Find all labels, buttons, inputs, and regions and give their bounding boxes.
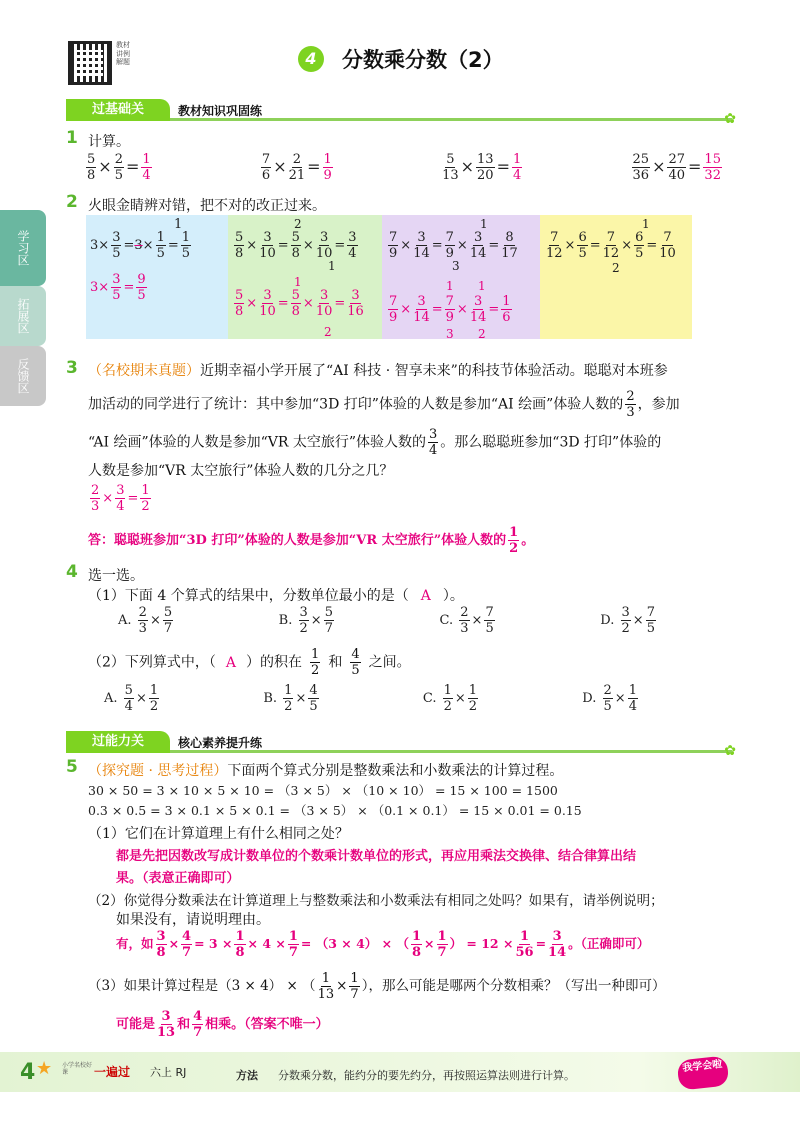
q5-a1b: 果。（表意正确即可） (116, 871, 240, 886)
brand-small: 小学名校好课 (62, 1062, 93, 1076)
q5-p2a: （2）你觉得分数乘法在计算道理上与整数乘法和小数乘法有相同之处吗？如果有，请举例说明； (88, 893, 664, 909)
grade: 六上 RJ (150, 1066, 187, 1079)
q4-sub2: （2）下列算式中，（ A ）的积在 $\frac{1}{2}$ 和 $\frac{4}{5}$ 之间。 (88, 647, 411, 678)
q5-line2: 0.3 × 0.5 = 3 × 0.1 × 5 × 0.1 = （3 × 5） × （0.1 × 0.1） = 15 × 0.01 = 0.15 (88, 803, 582, 818)
question-number: 5 (66, 757, 78, 777)
sidetab-study[interactable]: 学习区 (0, 210, 46, 286)
option[interactable]: D. $\frac{2}{5}$ × $\frac{1}{4}$ (582, 683, 637, 714)
q5-a2: 有，如 $\frac{3}{8}$ × $\frac{4}{7}$ = 3 × $\frac{1}{8}$ × 4 × $\frac{1}{7}$ = （3 × 4） × （ $\frac{1}{8}$ × $\frac{1}{7}$ ） = 12 × $\frac{1}{56}$ = $\frac{3}{14}$ 。（正确即可） (116, 929, 650, 960)
cancel-mark: 3 (452, 259, 460, 273)
q1-item: $\frac{5}{13}$ × $\frac{13}{20}$ = $\frac{1}{4}$ (442, 152, 522, 183)
option[interactable]: B. $\frac{3}{2}$ × $\frac{5}{7}$ (278, 605, 333, 636)
cancel-mark: 3 (446, 327, 454, 341)
q2-panel-3 (382, 215, 540, 339)
q2-expr: 3× $\frac{3}{5}$ =3× $\frac{1}{5}$ = $\frac{1}{5}$ (90, 230, 191, 261)
option[interactable]: A. $\frac{5}{4}$ × $\frac{1}{2}$ (104, 683, 159, 714)
method-label: 方法 (236, 1069, 258, 1082)
q1-items (84, 153, 724, 182)
q2-expr: $\frac{7}{9}$ × $\frac{3}{14}$ = $\frac{7}{9}$ × $\frac{3}{14}$ = $\frac{8}{17}$ (389, 230, 518, 261)
cancel-mark: 1 (294, 275, 302, 289)
q2-correction: $\frac{5}{8}$ × $\frac{3}{10}$ = $\frac{5}{8}$ × $\frac{3}{10}$ = $\frac{3}{16}$ (235, 288, 364, 319)
qr-label: 教材讲例解题 (116, 41, 130, 67)
q3-line4: 人数是参加“VR 太空旅行”体验人数的几分之几？ (88, 463, 394, 479)
cancel-mark: 1 (478, 279, 486, 293)
section-subtitle: 核心素养提升练 (178, 736, 263, 750)
q5-a3: 可能是 $\frac{3}{13}$ 和 $\frac{4}{7}$ 相乘。（答案不唯一） (116, 1009, 329, 1040)
q5-line1: 30 × 50 = 3 × 10 × 5 × 10 = （3 × 5） × （10 × 10） = 15 × 100 = 1500 (88, 783, 558, 798)
star-icon: ✿ (724, 743, 736, 759)
question-text: 火眼金睛辨对错，把不对的改正过来。 (88, 198, 326, 214)
q1-item: $\frac{25}{36}$ × $\frac{27}{40}$ = $\frac{15}{32}$ (632, 152, 721, 183)
q4-options-1 (118, 606, 658, 635)
page-title: 分数乘分数（2） (342, 48, 504, 72)
q2-correction: $\frac{7}{9}$ × $\frac{3}{14}$ = $\frac{7}{9}$ × $\frac{3}{14}$ = $\frac{1}{6}$ (389, 294, 511, 325)
lesson-number: 4 (298, 46, 324, 72)
q4-sub1: （1）下面 4 个算式的结果中，分数单位最小的是（ A ）。 (88, 588, 464, 604)
logo-badge: 我学会啦 (677, 1055, 730, 1090)
question-text: 计算。 (88, 134, 130, 150)
section-tag: 过能力关 (66, 731, 170, 753)
brand: 一遍过 (94, 1065, 131, 1079)
qr-code[interactable] (68, 41, 112, 85)
q5-p1: （1）它们在计算道理上有什么相同之处？ (88, 826, 349, 842)
q5-intro: （探究题 · 思考过程）下面两个算式分别是整数乘法和小数乘法的计算过程。 (88, 763, 564, 779)
sidetab-expand[interactable]: 拓展区 (0, 286, 46, 346)
q3-line3: “AI 绘画”体验的人数是参加“VR 太空旅行”体验人数的 $\frac{3}{4}$ 。那么聪聪班参加“3D 打印”体验的 (88, 427, 662, 458)
q3-work: $\frac{2}{3}$ × $\frac{3}{4}$ = $\frac{1}{2}$ (91, 483, 150, 514)
q3-line2: 加活动的同学进行了统计：其中参加“3D 打印”体验的人数是参加“AI 绘画”体验人数的 $\frac{2}{3}$ ，参加 (88, 389, 680, 420)
option[interactable]: A. $\frac{2}{3}$ × $\frac{5}{7}$ (118, 605, 173, 636)
cancel-mark: 1 (446, 279, 454, 293)
star-icon: ✿ (724, 111, 736, 127)
section-tag: 过基础关 (66, 99, 170, 121)
q2-panel-4 (540, 215, 692, 339)
q1-item: $\frac{5}{8}$ × $\frac{2}{5}$ = $\frac{1}{4}$ (87, 152, 151, 183)
q3-answer: 答：聪聪班参加“3D 打印”体验的人数是参加“VR 太空旅行”体验人数的 $\frac{1}{2}$ 。 (88, 525, 535, 556)
star-mascot-icon: ★ (36, 1058, 53, 1079)
q5-p3: （3）如果计算过程是（3 × 4） × （ $\frac{1}{13}$ × $\frac{1}{7}$ ），那么可能是哪两个分数相乘？（写出一种即可） (88, 971, 666, 1002)
cancel-mark: 1 (174, 217, 183, 232)
page-number: 4 (20, 1060, 36, 1085)
q2-correction: 3× $\frac{3}{5}$ = $\frac{9}{5}$ (90, 272, 146, 303)
sidetab-feedback[interactable]: 反馈区 (0, 346, 46, 406)
q2-panel-1 (86, 215, 228, 339)
option[interactable]: B. $\frac{1}{2}$ × $\frac{4}{5}$ (263, 683, 318, 714)
q4-options-2 (104, 684, 640, 713)
section-bar-basic (66, 99, 736, 127)
cancel-mark: 1 (328, 259, 336, 273)
cancel-mark: 1 (642, 217, 650, 231)
q1-item: $\frac{7}{6}$ × $\frac{2}{21}$ = $\frac{1}{9}$ (261, 152, 332, 183)
q5-p2b: 如果没有，请说明理由。 (116, 912, 270, 928)
q2-panel-2 (228, 215, 382, 339)
section-subtitle: 教材知识巩固练 (178, 104, 263, 118)
q3-line1: （名校期末真题）近期幸福小学开展了“AI 科技 · 智享未来”的科技节体验活动。聪聪对本班参 (88, 363, 668, 379)
question-number: 1 (66, 128, 78, 148)
option[interactable]: D. $\frac{3}{2}$ × $\frac{7}{5}$ (600, 605, 655, 636)
question-text: 选一选。 (88, 568, 144, 584)
option[interactable]: C. $\frac{2}{3}$ × $\frac{7}{5}$ (439, 605, 494, 636)
cancel-mark: 2 (324, 325, 332, 339)
q2-expr: $\frac{5}{8}$ × $\frac{3}{10}$ = $\frac{5}{8}$ × $\frac{3}{10}$ = $\frac{3}{4}$ (235, 230, 357, 261)
cancel-mark: 2 (612, 261, 620, 275)
question-number: 4 (66, 562, 78, 582)
cancel-mark: 2 (478, 327, 486, 341)
cancel-mark: 1 (480, 217, 488, 231)
q2-expr: $\frac{7}{12}$ × $\frac{6}{5}$ = $\frac{7}{12}$ × $\frac{6}{5}$ = $\frac{7}{10}$ (546, 230, 676, 261)
method-text: 分数乘分数，能约分的要先约分，再按照运算法则进行计算。 (278, 1069, 575, 1082)
option[interactable]: C. $\frac{1}{2}$ × $\frac{1}{2}$ (422, 683, 478, 714)
q5-a1a: 都是先把因数改写成计数单位的个数乘计数单位的形式，再应用乘法交换律、结合律算出结 (116, 849, 637, 864)
cancel-mark: 2 (294, 217, 302, 231)
question-number: 3 (66, 358, 78, 378)
question-number: 2 (66, 192, 78, 212)
section-bar-ability (66, 731, 736, 759)
